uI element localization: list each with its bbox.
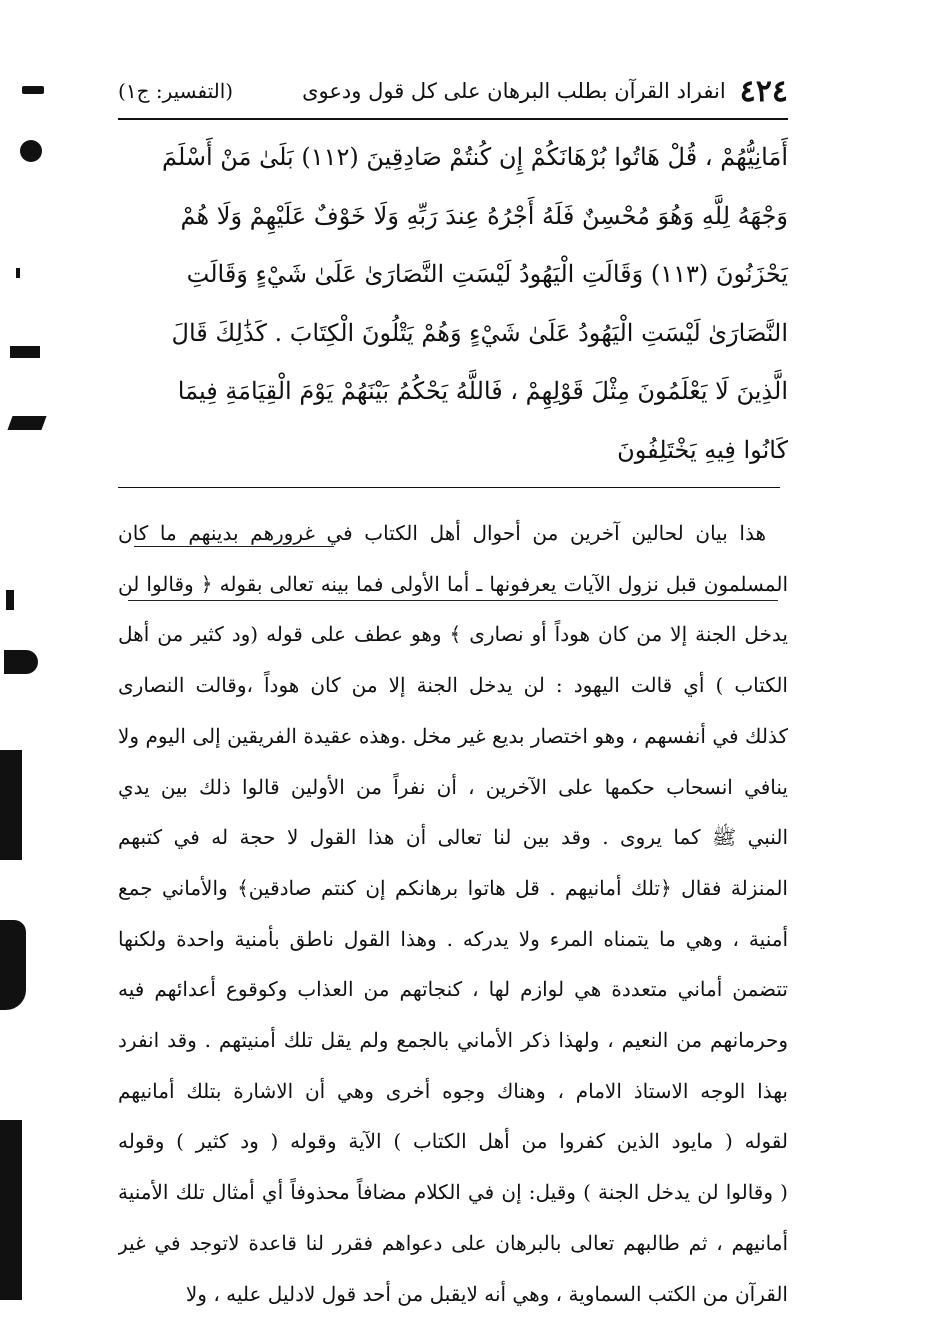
commentary-line: الكتاب ) أي قالت اليهود : لن يدخل الجنة إلا من كان هوداً ،وقالت النصارى: [118, 673, 788, 698]
verse-line: وَجْهَهُ لِلَّهِ وَهُوَ مُحْسِنٌ فَلَهُ أَجْرُهُ عِندَ رَبِّهِ وَلَا خَوْفٌ عَلَيْهِمْ وَلَا هُمْ: [180, 201, 788, 230]
running-title: انفراد القرآن بطلب البرهان على كل قول ودعوى: [302, 79, 726, 103]
page-header: [118, 70, 788, 112]
verse-line: النَّصَارَىٰ لَيْسَتِ الْيَهُودُ عَلَىٰ شَيْءٍ وَهُمْ يَتْلُونَ الْكِتَابَ . كَذَٰلِكَ قَالَ: [171, 318, 788, 347]
scan-edge-mark: [0, 750, 22, 860]
commentary-line: ( وقالوا لن يدخل الجنة ) وقيل: إن في الكلام مضافاً محذوفاً أي أمثال تلك الأمنية: [118, 1180, 788, 1205]
scan-edge-mark: [16, 268, 20, 278]
scan-edge-mark: [7, 416, 46, 430]
scan-edge-mark: [0, 1120, 22, 1300]
commentary-line: تتضمن أماني متعددة هي لوازم لها ، كنجاتهم من العذاب وكوقوع أعدائهم فيه: [118, 977, 788, 1002]
commentary-line: القرآن من الكتب السماوية ، وهي أنه لايقبل من أحد قول لادليل عليه ، ولا: [185, 1281, 788, 1306]
verse-line: الَّذِينَ لَا يَعْلَمُونَ مِثْلَ قَوْلِهِمْ ، فَاللَّهُ يَحْكُمُ بَيْنَهُمْ يَوْمَ الْقِيَامَةِ فِيمَا: [177, 377, 788, 405]
commentary-line: يدخل الجنة إلا من كان هوداً أو نصارى ﴾ وهو عطف على قوله (ود كثير من أهل: [118, 622, 788, 647]
scan-edge-mark: [20, 140, 42, 162]
commentary-line: بهذا الوجه الاستاذ الامام ، وهناك وجوه أخرى وهي أن الاشارة بتلك أمانيهم: [118, 1078, 788, 1103]
scan-edge-mark: [22, 86, 44, 94]
commentary-line: أمنية ، وهي ما يتمناه المرء ولا يدركه . وهذا القول ناطق بأمنية واحدة ولكنها: [118, 926, 788, 951]
scan-edge-mark: [0, 920, 26, 1010]
commentary-line: ينافي انسحاب حكمها على الآخرين ، أن نفراً من الأولين قالوا ذلك بين يدي: [118, 774, 788, 799]
verse-line: أَمَانِيُّهُمْ ، قُلْ هَاتُوا بُرْهَانَكُمْ إِن كُنتُمْ صَادِقِينَ (١١٢) بَلَىٰ مَنْ أَسْلَمَ: [161, 143, 788, 171]
commentary-line: المسلمون قبل نزول الآيات يعرفونها ـ أما الأولى فما بينه تعالى بقوله ﴿ وقالوا لن: [118, 571, 788, 596]
scan-edge-mark: [4, 650, 38, 674]
quran-verse-block: [118, 128, 788, 479]
section-divider: [118, 487, 780, 488]
verse-line: كَانُوا فِيهِ يَخْتَلِفُونَ: [617, 435, 788, 464]
commentary-block: [118, 508, 788, 1319]
header-rule: [118, 118, 788, 120]
scan-edge-mark: [10, 346, 40, 358]
commentary-line: هذا بيان لحالين آخرين من أحوال أهل الكتاب في غرورهم بدينهم ما كان: [118, 521, 766, 545]
commentary-line: وحرمانهم من النعيم ، ولهذا ذكر الأماني بالجمع ولم يقل تلك أمنيتهم . وقد انفرد: [118, 1028, 788, 1053]
scan-edge-mark: [6, 590, 14, 610]
commentary-line: أمانيهم ، ثم طالبهم تعالى بالبرهان على دعواهم فقرر لنا قاعدة لاتوجد في غير: [118, 1230, 788, 1255]
commentary-line: لقوله ( مايود الذين كفروا من أهل الكتاب ) الآية وقوله ( ود كثير ) وقوله: [118, 1129, 788, 1154]
verse-line: يَحْزَنُونَ (١١٣) وَقَالَتِ الْيَهُودُ لَيْسَتِ النَّصَارَىٰ عَلَىٰ شَيْءٍ وَقَالَتِ: [186, 260, 788, 288]
commentary-line: المنزلة فقال ﴿تلك أمانيهم . قل هاتوا برهانكم إن كنتم صادقين﴾ والأماني جمع: [118, 875, 788, 900]
commentary-line: كذلك في أنفسهم ، وهو اختصار بديع غير مخل .وهذه عقيدة الفريقين إلى اليوم ولا: [118, 723, 788, 748]
page-number: ٤٢٤: [739, 73, 788, 109]
commentary-line: النبي ﷺ كما يروى . وقد بين لنا تعالى أن هذا القول لا حجة له في كتبهم: [118, 825, 788, 850]
section-label: (التفسير: ج١): [118, 79, 234, 103]
